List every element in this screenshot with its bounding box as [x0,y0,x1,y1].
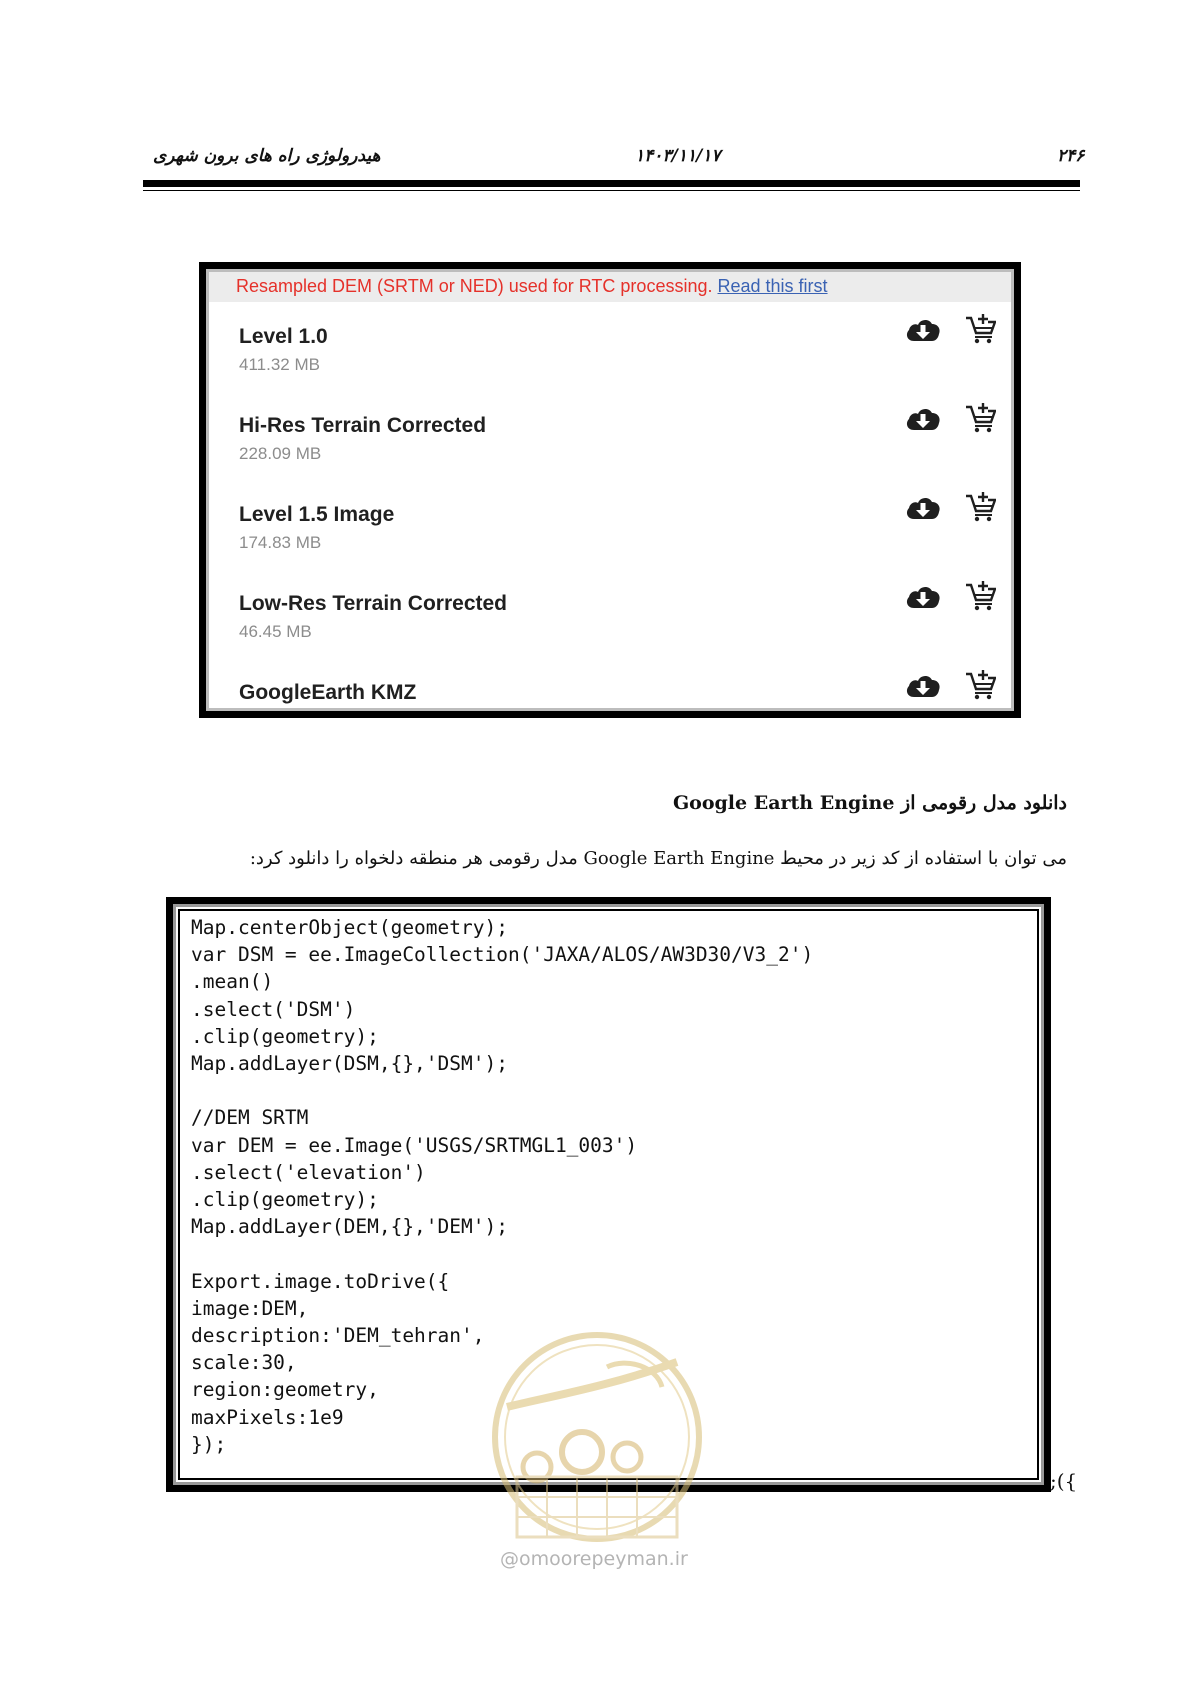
product-size: 411.32 MB [239,355,320,374]
add-to-cart-icon[interactable] [964,490,996,522]
cloud-download-icon[interactable] [905,583,941,609]
product-size: 228.09 MB [239,444,322,463]
cloud-download-icon[interactable] [905,672,941,698]
header-rule [143,180,1080,187]
cloud-download-icon[interactable] [905,316,941,342]
add-to-cart-icon[interactable] [964,579,996,611]
watermark-url: @omoorepeyman.ir [500,1548,688,1570]
add-to-cart-icon[interactable] [964,668,996,700]
rtc-warning-banner [209,272,1011,302]
add-to-cart-icon[interactable] [964,312,996,344]
product-item-low-res [206,592,1014,674]
banner-warning-text: Resampled DEM (SRTM or NED) used for RTC processing. [236,276,713,296]
product-name: Hi-Res Terrain Corrected [239,414,487,437]
product-size: 174.83 MB [239,533,322,552]
header-date: ۱۴۰۳/۱۱/۱۷ [635,146,721,166]
page-number: ۲۴۶ [1057,146,1085,166]
section-heading: دانلود مدل رقومی از Google Earth Engine [672,792,1067,814]
product-item-hi-res [206,414,1014,496]
running-title: هیدرولوژی راه های برون شهری [153,146,381,166]
read-this-first-link[interactable]: Read this first [717,276,828,296]
cloud-download-icon[interactable] [905,405,941,431]
section-paragraph: می توان با استفاده از کد زیر در محیط Google Earth Engine مدل رقومی هر منطقه دلخواه را دانلود کرد: [249,848,1067,869]
product-item-kmz [206,681,1014,718]
product-name: GoogleEarth KMZ [239,681,417,704]
watermark-logo [487,1327,707,1557]
product-download-figure [199,262,1021,718]
product-item-level-1-0 [206,325,1014,407]
add-to-cart-icon[interactable] [964,401,996,433]
cloud-download-icon[interactable] [905,494,941,520]
product-size: 46.45 MB [239,622,312,641]
trailing-text: ;({ [1050,1469,1078,1493]
header-rule-thin [143,190,1080,191]
product-item-level-1-5 [206,503,1014,585]
code-block: Map.centerObject(geometry); var DSM = ee.ImageCollection('JAXA/ALOS/AW3D30/V3_2') .mean() .select('DSM') .clip(geometry); Map.addLayer(DSM,{},'DSM'); //DEM SRTM var DEM = ee.Image('USGS/SRTMGL1_003') .select('elevation') .clip(geometry); Map.addLayer(DEM,{},'DEM'); Export.image.toDrive({ image:DEM, description:'DEM_tehran', scale:30, region:geometry, maxPixels:1e9 }); [191,916,814,1456]
product-name: Low-Res Terrain Corrected [239,592,508,615]
product-name: Level 1.0 [239,325,328,348]
product-name: Level 1.5 Image [239,503,395,526]
